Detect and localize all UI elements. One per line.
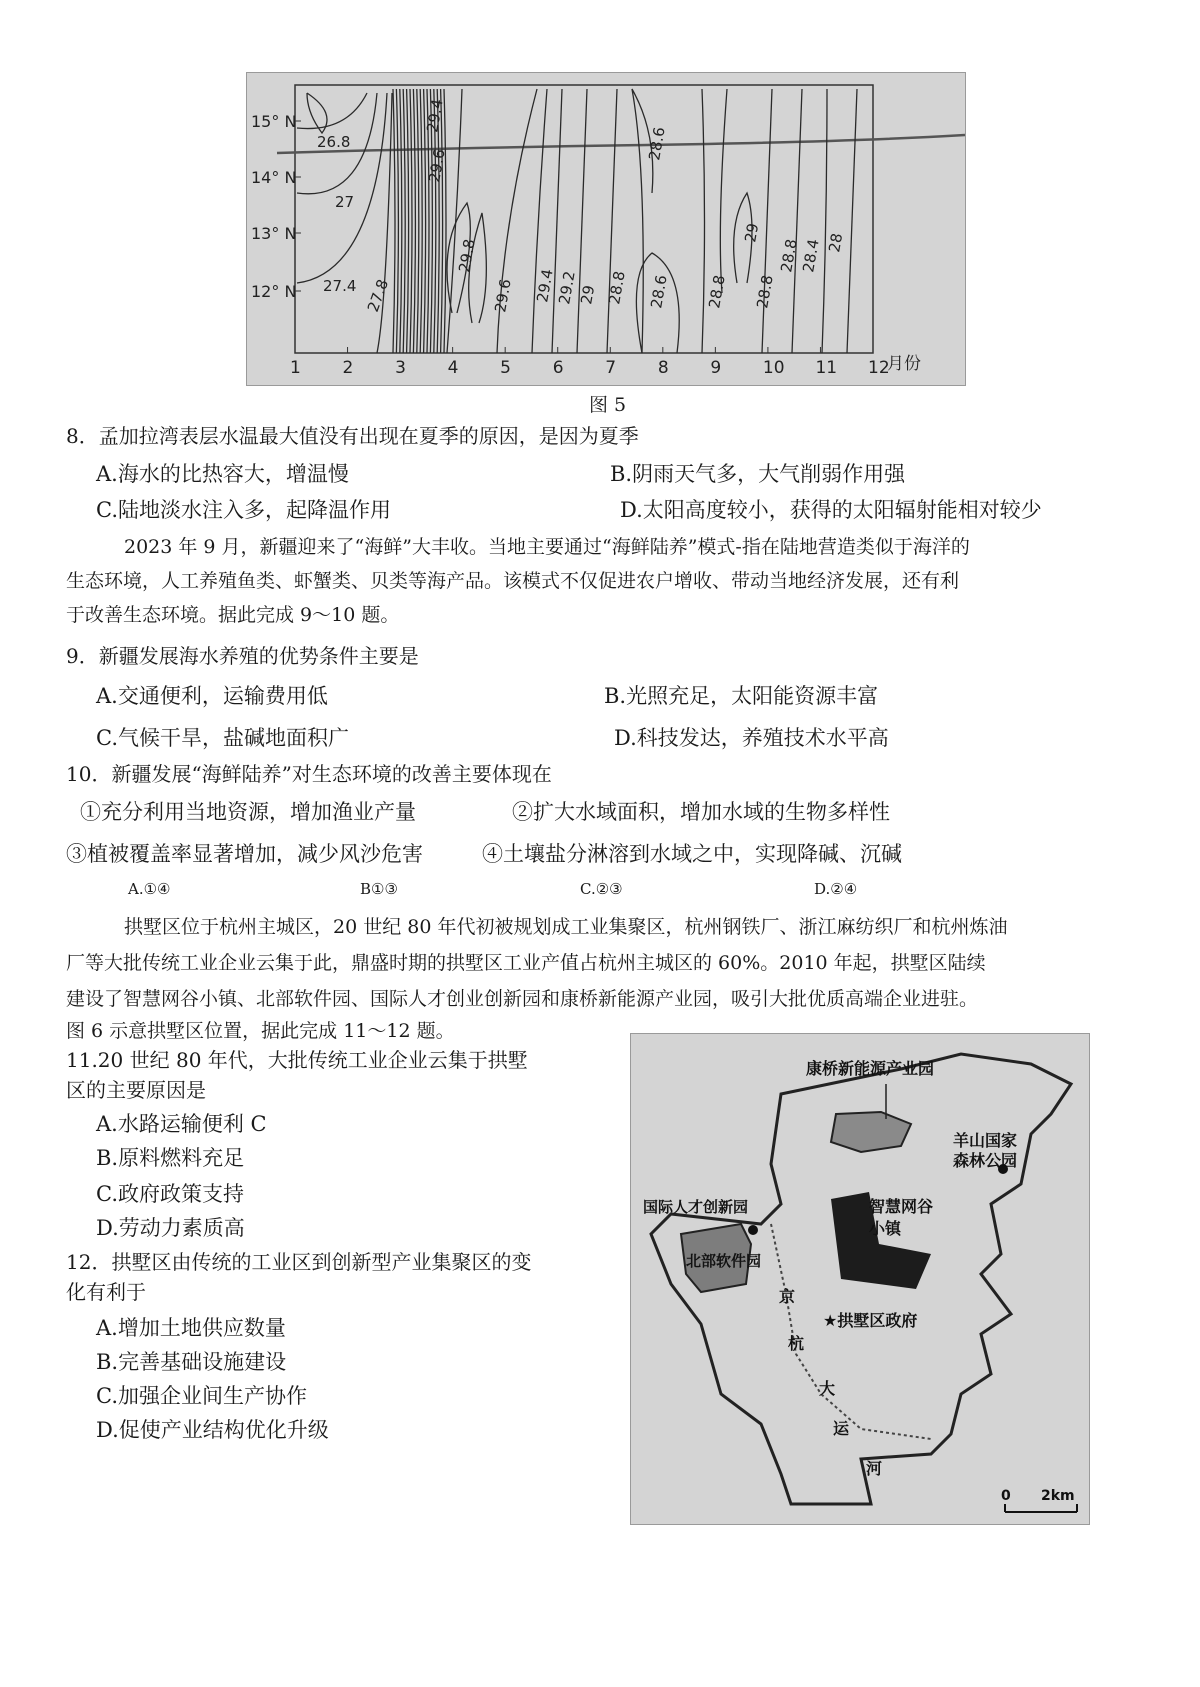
q10-item-1: ①充分利用当地资源，增加渔业产量 [80, 800, 416, 824]
passage1-line3: 于改善生态环境。据此完成 9～10 题。 [66, 604, 400, 626]
contour-label: 29 [741, 221, 763, 244]
contour-dense-line [407, 89, 409, 353]
contour-28-8b [702, 89, 705, 353]
contour-label: 28.6 [647, 273, 671, 310]
contour-28-8 [607, 89, 617, 353]
scale-zero-label: 0 [1001, 1488, 1011, 1504]
canal-char-4: 运 [833, 1419, 850, 1438]
q8-stem: 8．孟加拉湾表层水温最大值没有出现在夏季的原因，是因为夏季 [66, 424, 639, 448]
passage2-line1: 拱墅区位于杭州主城区，20 世纪 80 年代初被规划成工业集聚区，杭州钢铁厂、浙江麻纺织厂和杭州炼油 [124, 916, 1008, 938]
q12-stem-line2: 化有利于 [66, 1280, 146, 1304]
q12-option-a: A.增加土地供应数量 [96, 1316, 286, 1340]
contour-dense-line [417, 89, 419, 353]
contour-label: 29.4 [423, 97, 447, 134]
passage2-line3: 建设了智慧网谷小镇、北部软件园、国际人才创业创新园和康桥新能源产业园，吸引大批优质高端企业进驻。 [66, 988, 979, 1010]
district-map-svg [631, 1034, 1089, 1524]
contour-label: 28.8 [605, 269, 629, 306]
x-tick-label: 7 [605, 358, 617, 378]
intl-park-label: 国际人才创新园 [643, 1198, 749, 1216]
q8-option-b: B.阴雨天气多，大气削弱作用强 [610, 462, 906, 486]
q10-item-2: ②扩大水域面积，增加水域的生物多样性 [512, 800, 890, 824]
contour-label: 28 [825, 231, 847, 254]
contour-label: 28.8 [705, 273, 729, 310]
canal-char-1: 京 [779, 1287, 796, 1306]
y-tick-label: 14° N [251, 168, 297, 187]
contour-label: 29.2 [555, 269, 579, 306]
contour-28-8c [762, 89, 772, 353]
contour-label: 29 [577, 283, 599, 306]
coast-line [277, 135, 965, 153]
contour-label: 27.8 [363, 276, 393, 315]
contour-label: 28.4 [799, 237, 823, 274]
gov-label: ★拱墅区政府 [823, 1311, 918, 1330]
contour-29-2 [552, 89, 562, 353]
q11-option-d: D.劳动力素质高 [96, 1216, 245, 1240]
x-tick-label: 5 [500, 358, 512, 378]
passage1-line2: 生态环境，人工养殖鱼类、虾蟹类、贝类等海产品。该模式不仅促进农户增收、带动当地经济发展，还有利 [66, 570, 960, 592]
passage2-line2: 厂等大批传统工业企业云集于此，鼎盛时期的拱墅区工业产值占杭州主城区的 60%。2010 年起，拱墅区陆续 [66, 952, 986, 974]
canal-char-5: 河 [866, 1459, 883, 1478]
contour-dense-line [444, 89, 446, 353]
zhihui-label-2: 小镇 [869, 1219, 902, 1238]
q11-stem-line2: 区的主要原因是 [66, 1078, 206, 1102]
q10-option-b: B①③ [360, 880, 398, 898]
y-tick-label: 13° N [251, 224, 297, 243]
scale-km-label: 2km [1041, 1488, 1075, 1504]
zhihui-label-1: 智慧网谷 [869, 1197, 934, 1216]
q9-option-a: A.交通便利，运输费用低 [96, 684, 328, 708]
x-tick-label: 12 [868, 358, 890, 378]
q9-option-c: C.气候干旱，盐碱地面积广 [96, 726, 349, 750]
q9-option-b: B.光照充足，太阳能资源丰富 [604, 684, 879, 708]
intl-park-point [748, 1225, 758, 1235]
contour-29b [720, 89, 727, 293]
x-tick-label: 11 [815, 358, 838, 378]
contour-label: 29.6 [425, 147, 449, 184]
contour-label: 28.8 [753, 273, 777, 310]
contour-dense-line [393, 89, 395, 353]
yangshan-label-1: 羊山国家 [953, 1131, 1018, 1150]
contour-chart-svg [247, 73, 965, 385]
x-tick-label: 1 [290, 358, 301, 378]
q10-option-a: A.①④ [128, 880, 171, 898]
contour-label: 27.4 [323, 277, 357, 295]
figure-5-contour-chart [246, 72, 966, 386]
x-axis-label: 月份 [887, 354, 921, 374]
x-tick-label: 9 [710, 358, 722, 378]
x-tick-label: 4 [447, 358, 459, 378]
x-tick-label: 6 [552, 358, 564, 378]
contour-28 [822, 89, 827, 353]
passage1-line1: 2023 年 9 月，新疆迎来了“海鲜”大丰收。当地主要通过“海鲜陆养”模式-指在陆地营造类似于海洋的 [124, 536, 970, 558]
kangqiao-park-area [831, 1112, 911, 1152]
q10-option-d: D.②④ [814, 880, 858, 898]
contour-label: 29.8 [455, 237, 479, 274]
contour-dense-line [396, 89, 398, 353]
contour-29-4b [532, 89, 547, 353]
q11-option-a: A.水路运输便利 C [96, 1112, 267, 1136]
q10-stem: 10．新疆发展“海鲜陆养”对生态环境的改善主要体现在 [66, 762, 552, 786]
canal-char-2: 杭 [788, 1334, 805, 1353]
passage2-line4: 图 6 示意拱墅区位置，据此完成 11～12 题。 [66, 1020, 455, 1042]
contour-29-4 [447, 89, 462, 353]
q10-item-4: ④土壤盐分淋溶到水域之中，实现降碱、沉碱 [482, 842, 902, 866]
q9-option-d: D.科技发达，养殖技术水平高 [614, 726, 889, 750]
contour-label: 29.4 [533, 267, 557, 304]
q11-stem-line1: 11.20 世纪 80 年代，大批传统工业企业云集于拱墅 [66, 1048, 528, 1072]
contour-label: 28.6 [645, 125, 669, 162]
kangqiao-label: 康桥新能源产业园 [806, 1059, 935, 1078]
contour-dense-line [410, 89, 412, 353]
contour-dense-line [403, 89, 405, 353]
contour-dense-line [413, 89, 415, 353]
q10-item-3: ③植被覆盖率显著增加，减少风沙危害 [66, 842, 423, 866]
q8-option-c: C.陆地淡水注入多，起降温作用 [96, 498, 391, 522]
yangshan-label-2: 森林公园 [953, 1151, 1018, 1170]
x-tick-label: 2 [342, 358, 354, 378]
q12-stem-line1: 12．拱墅区由传统的工业区到创新型产业集聚区的变 [66, 1250, 532, 1274]
q12-option-d: D.促使产业结构优化升级 [96, 1418, 329, 1442]
q11-option-c: C.政府政策支持 [96, 1182, 244, 1206]
contour-edge [847, 89, 857, 353]
q9-stem: 9．新疆发展海水养殖的优势条件主要是 [66, 644, 419, 668]
contour-dense-line [400, 89, 402, 353]
y-tick-label: 12° N [251, 282, 297, 301]
figure-6-map [630, 1033, 1090, 1525]
contour-label: 29.6 [491, 277, 515, 314]
figure-5-caption: 图 5 [589, 394, 627, 416]
q11-option-b: B.原料燃料充足 [96, 1146, 245, 1170]
contour-28-4 [792, 89, 802, 353]
q8-option-d: D.太阳高度较小，获得的太阳辐射能相对较少 [620, 498, 1042, 522]
x-tick-label: 8 [657, 358, 669, 378]
q12-option-c: C.加强企业间生产协作 [96, 1384, 307, 1408]
contour-label: 27 [335, 193, 355, 211]
contour-label: 26.8 [317, 133, 351, 151]
y-tick-label: 15° N [251, 112, 297, 131]
q8-option-a: A.海水的比热容大，增温慢 [96, 462, 349, 486]
contour-label: 28.8 [777, 237, 801, 274]
canal-char-3: 大 [819, 1379, 836, 1398]
q10-option-c: C.②③ [580, 880, 623, 898]
q12-option-b: B.完善基础设施建设 [96, 1350, 287, 1374]
beibu-label: 北部软件园 [686, 1252, 762, 1270]
contour-29 [577, 89, 587, 353]
x-tick-label: 3 [395, 358, 406, 378]
x-tick-label: 10 [762, 358, 785, 378]
contour-dense-line [420, 89, 422, 353]
